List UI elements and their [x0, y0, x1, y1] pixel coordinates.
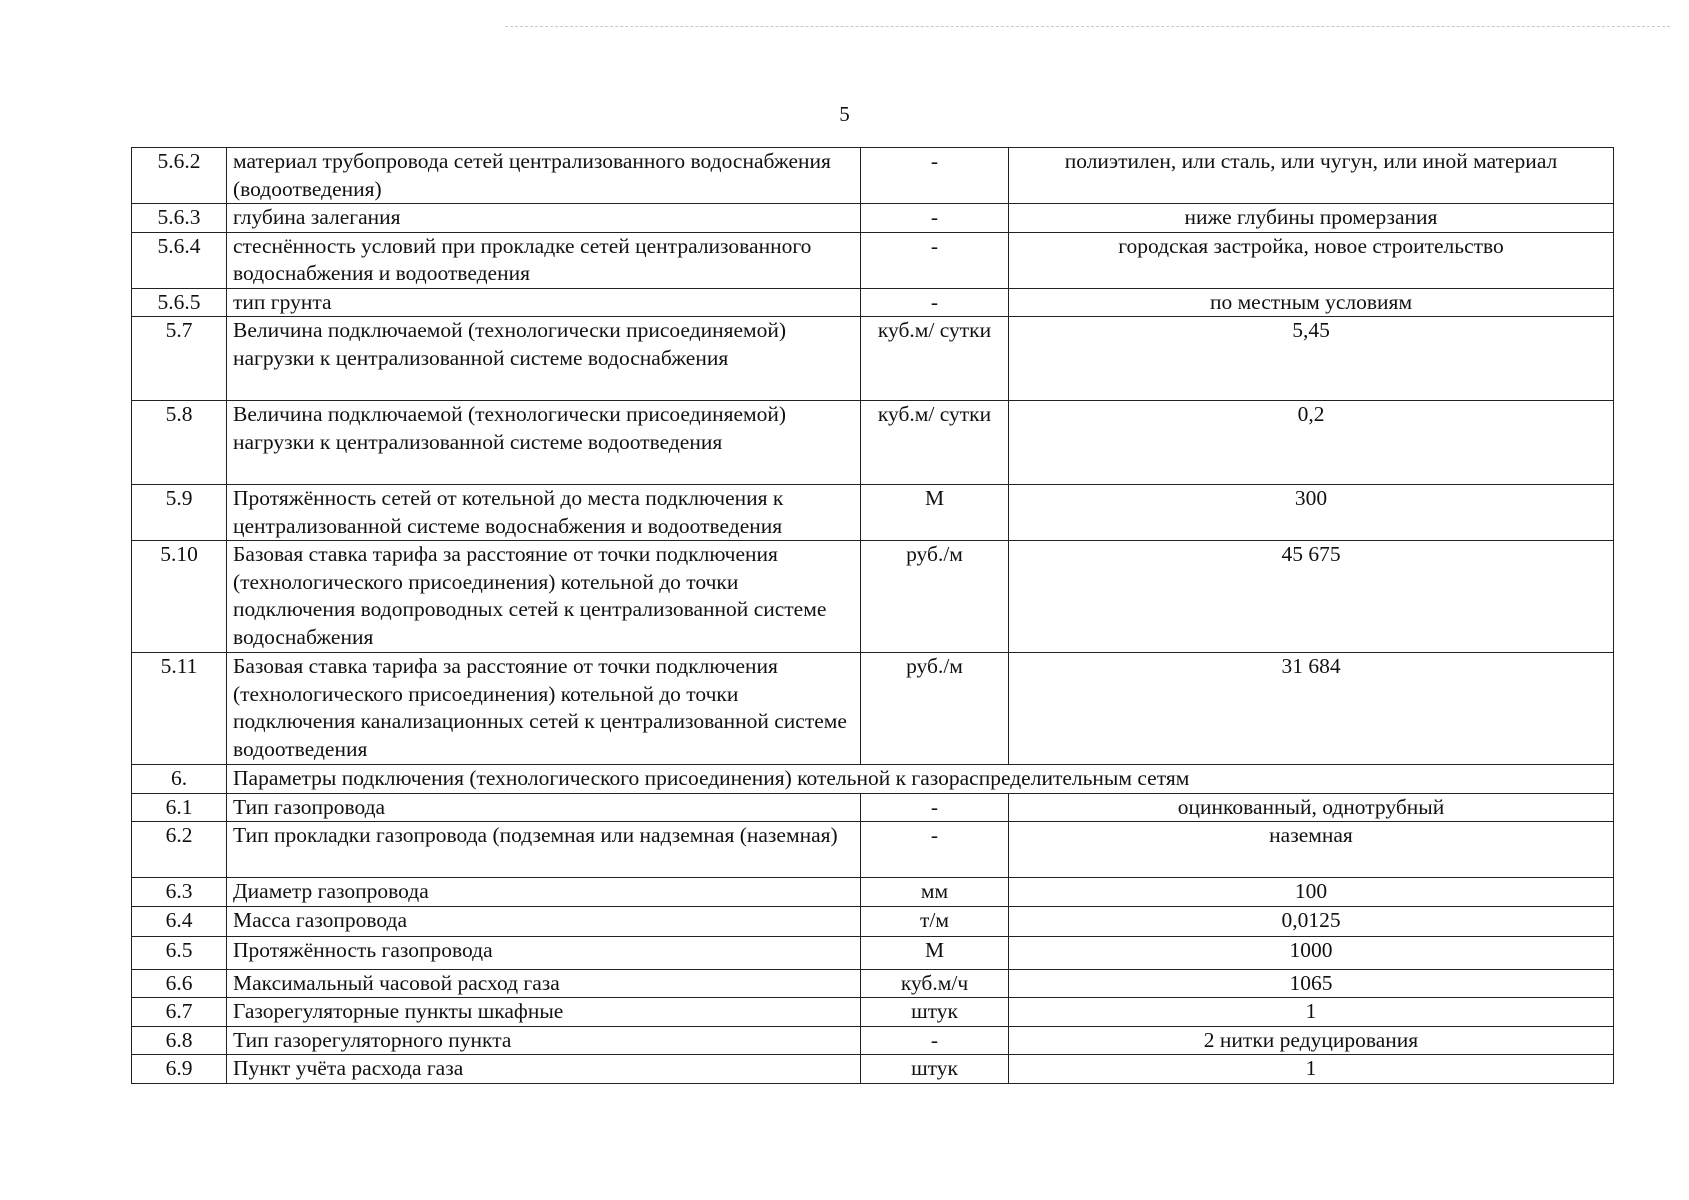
row-unit: - — [861, 232, 1009, 288]
row-number: 5.8 — [132, 401, 227, 485]
header-rule — [505, 26, 1670, 27]
row-number: 6.1 — [132, 793, 227, 822]
table-row — [132, 906, 1614, 936]
row-value: по местным условиям — [1009, 288, 1614, 317]
table-row — [132, 288, 1614, 317]
row-number: 6.6 — [132, 969, 227, 998]
table-row — [132, 1026, 1614, 1055]
table-row — [132, 878, 1614, 907]
row-number: 5.6.2 — [132, 148, 227, 204]
row-unit: штук — [861, 998, 1009, 1027]
row-number: 6.8 — [132, 1026, 227, 1055]
row-unit: мм — [861, 878, 1009, 907]
row-value: 2 нитки редуцирования — [1009, 1026, 1614, 1055]
row-value: 5,45 — [1009, 317, 1614, 401]
row-description: Протяжённость сетей от котельной до места подключения к централизованной системе водоснабжения и водоотведения — [227, 485, 861, 541]
row-unit: куб.м/ сутки — [861, 401, 1009, 485]
row-value: 1000 — [1009, 936, 1614, 969]
row-number: 5.11 — [132, 653, 227, 765]
row-value: ниже глубины промерзания — [1009, 204, 1614, 233]
row-value: оцинкованный, однотрубный — [1009, 793, 1614, 822]
row-number: 5.6.3 — [132, 204, 227, 233]
row-unit: т/м — [861, 906, 1009, 936]
row-description: Величина подключаемой (технологически присоединяемой) нагрузки к централизованной системе водоотведения — [227, 401, 861, 485]
table-row — [132, 148, 1614, 204]
row-description: Максимальный часовой расход газа — [227, 969, 861, 998]
row-unit: куб.м/ч — [861, 969, 1009, 998]
table-row — [132, 317, 1614, 401]
row-number: 5.9 — [132, 485, 227, 541]
row-number: 6.2 — [132, 822, 227, 878]
table-row — [132, 793, 1614, 822]
row-description: глубина залегания — [227, 204, 861, 233]
row-description: Диаметр газопровода — [227, 878, 861, 907]
row-unit: - — [861, 822, 1009, 878]
row-value: 1065 — [1009, 969, 1614, 998]
row-value: городская застройка, новое строительство — [1009, 232, 1614, 288]
row-value: 1 — [1009, 1055, 1614, 1084]
row-description: Протяжённость газопровода — [227, 936, 861, 969]
row-unit: М — [861, 485, 1009, 541]
row-unit: руб./м — [861, 541, 1009, 653]
row-number: 5.6.4 — [132, 232, 227, 288]
row-unit: - — [861, 204, 1009, 233]
section-number: 6. — [132, 765, 227, 794]
table-row — [132, 541, 1614, 653]
table-row — [132, 1055, 1614, 1084]
row-value: 0,0125 — [1009, 906, 1614, 936]
table-row — [132, 936, 1614, 969]
table-row — [132, 969, 1614, 998]
section-title: Параметры подключения (технологического присоединения) котельной к газораспределительным сетям — [227, 765, 1614, 794]
table-row — [132, 204, 1614, 233]
row-value: 100 — [1009, 878, 1614, 907]
table-row — [132, 232, 1614, 288]
row-number: 6.3 — [132, 878, 227, 907]
row-unit: - — [861, 1026, 1009, 1055]
row-description: Базовая ставка тарифа за расстояние от точки подключения (технологического присоединения) котельной до точки подключения канализационных сетей к централизованной системе водоотведения — [227, 653, 861, 765]
table-row — [132, 822, 1614, 878]
row-description: Величина подключаемой (технологически присоединяемой) нагрузки к централизованной системе водоснабжения — [227, 317, 861, 401]
row-number: 6.9 — [132, 1055, 227, 1084]
row-unit: М — [861, 936, 1009, 969]
table-row — [132, 401, 1614, 485]
page-number: 5 — [839, 102, 850, 126]
row-value: 0,2 — [1009, 401, 1614, 485]
row-number: 6.7 — [132, 998, 227, 1027]
row-description: стеснённость условий при прокладке сетей централизованного водоснабжения и водоотведения — [227, 232, 861, 288]
row-description: Газорегуляторные пункты шкафные — [227, 998, 861, 1027]
parameters-table — [131, 147, 1614, 1084]
row-description: Масса газопровода — [227, 906, 861, 936]
row-value: наземная — [1009, 822, 1614, 878]
row-unit: - — [861, 148, 1009, 204]
row-number: 5.6.5 — [132, 288, 227, 317]
row-unit: - — [861, 288, 1009, 317]
row-description: Тип прокладки газопровода (подземная или надземная (наземная) — [227, 822, 861, 878]
row-unit: руб./м — [861, 653, 1009, 765]
row-unit: штук — [861, 1055, 1009, 1084]
table-row — [132, 998, 1614, 1027]
row-unit: - — [861, 793, 1009, 822]
row-number: 6.4 — [132, 906, 227, 936]
row-description: тип грунта — [227, 288, 861, 317]
row-number: 6.5 — [132, 936, 227, 969]
row-value: 45 675 — [1009, 541, 1614, 653]
table-row — [132, 485, 1614, 541]
row-description: Пункт учёта расхода газа — [227, 1055, 861, 1084]
row-description: материал трубопровода сетей централизованного водоснабжения (водоотведения) — [227, 148, 861, 204]
row-description: Тип газорегуляторного пункта — [227, 1026, 861, 1055]
row-value: 31 684 — [1009, 653, 1614, 765]
row-number: 5.7 — [132, 317, 227, 401]
row-description: Базовая ставка тарифа за расстояние от точки подключения (технологического присоединения) котельной до точки подключения водопроводных сетей к централизованной системе водоснабжения — [227, 541, 861, 653]
row-description: Тип газопровода — [227, 793, 861, 822]
row-value: 1 — [1009, 998, 1614, 1027]
section-row — [132, 765, 1614, 794]
table-row — [132, 653, 1614, 765]
row-value: полиэтилен, или сталь, или чугун, или иной материал — [1009, 148, 1614, 204]
row-value: 300 — [1009, 485, 1614, 541]
row-number: 5.10 — [132, 541, 227, 653]
row-unit: куб.м/ сутки — [861, 317, 1009, 401]
